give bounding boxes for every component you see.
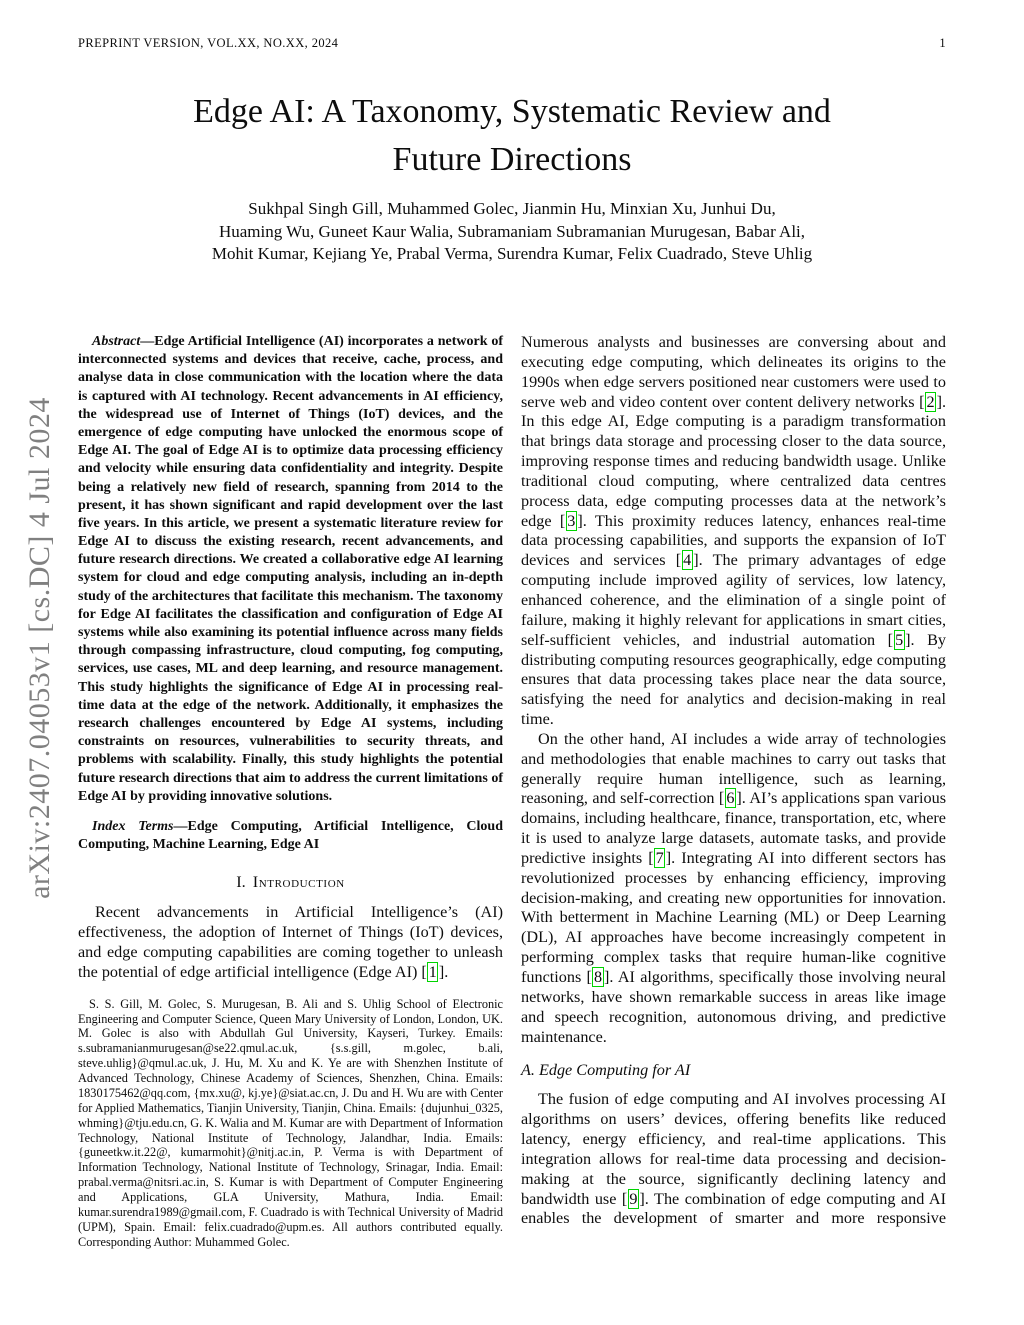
index-terms-lead: Index Terms (92, 818, 174, 834)
index-terms-text: —Edge Computing, Artificial Intelligence, Cloud Computing, Machine Learning, Edge AI (78, 818, 503, 853)
page-number: 1 (939, 36, 946, 50)
subsection-title: Edge Computing for AI (538, 1061, 691, 1080)
abstract-text: —Edge Artificial Intelligence (AI) incorporates a network of interconnected systems and devices that receive, cache, process, and analyse data in close communication with the location where the data is captured with AI technology. Recent advancements in AI efficiency, the widespread use of Internet of Things (IoT) devices, and the emergence of edge computing have unlocked the enormous scope of Edge AI. The goal of Edge AI is to optimize data processing efficiency and velocity while ensuring data confidentiality and integrity. Despite being a relatively new field of research, spanning from 2014 to the present, it has shown significant and rapid development over the last five years. In this article, we present a systematic literature review for Edge AI to discuss the existing research, recent advancements, and future research directions. We created a collaborative edge AI learning system for cloud and edge computing analysis, including an in-depth study of the architectures that facilitate this mechanism. The taxonomy for Edge AI facilitates the classification and configuration of Edge AI systems while also examining its potential influence across many fields through compassing infrastructure, cloud computing, fog computing, services, use cases, ML and deep learning, and resource management. This study highlights the significance of Edge AI in processing real-time data at the edge of the network. Additionally, it emphasizes the research challenges encountered by Edge AI systems, including constraints on resources, vulnerabilities to security threats, and problems with scalability. Finally, this study highlights the potential future research directions that aim to address the current limitations of Edge AI by providing innovative solutions. (78, 334, 503, 804)
citation-ref[interactable]: 4 (683, 551, 692, 570)
section-heading-introduction (78, 872, 503, 892)
section-number: I. (236, 872, 246, 892)
paper-title (78, 88, 946, 185)
author-line: Sukhpal Singh Gill, Muhammed Golec, Jianmin Hu, Minxian Xu, Junhui Du, (248, 199, 776, 218)
author-line: Mohit Kumar, Kejiang Ye, Prabal Verma, Surendra Kumar, Felix Cuadrado, Steve Uhlig (211, 244, 813, 264)
column-right (521, 333, 946, 1250)
citation-ref[interactable]: 6 (726, 789, 735, 808)
citation-ref[interactable]: 9 (629, 1189, 638, 1208)
citation-ref[interactable]: 5 (895, 630, 904, 649)
paragraph-edge-computing-overview: Numerous analysts and businesses are conversing about and executing edge computing, which delineates its origins to the 1990s when edge servers positioned near customers were used to serve web and video content over content delivery networks [ 2 ]. In this edge AI, Edge computing is a paradigm transformation that brings data storage and processing closer to the data source, improving response times and reducing bandwidth usage. Unlike traditional cloud computing, where centralized data centres process data, edge computing processes data at the network’s edge [ 3 ]. This proximity reduces latency, enhances real-time data processing capabilities, and supports the expansion of IoT devices and services [ 4 ]. The primary advantages of edge computing include improved agility of services, low latency, enhanced coherence, and the elimination of a single point of failure, making it highly relevant for applications in smart cities, self-sufficient vehicles, and industrial automation [ 5 ]. By distributing computing resources geographically, edge computing ensures that data processing takes place near the data source, satisfying the need for analytics and decision-making in real time. (521, 333, 947, 729)
arxiv-watermark: arXiv:2407.04053v1 [cs.DC] 4 Jul 2024 (23, 397, 56, 899)
title-line-2: Future Directions (392, 141, 632, 179)
running-header (78, 36, 946, 51)
introduction-paragraph: Recent advancements in Artificial Intelligence’s (AI) effectiveness, the adoption of Internet of Things (IoT) devices, and edge computing capabilities are coming together to unleash the potential of edge artificial intelligence (Edge AI) [ 1 ]. (78, 903, 503, 981)
paragraph-edge-ai-fusion: The fusion of edge computing and AI involves processing AI algorithms on users’ devices, offering benefits like reduced latency, energy efficiency, and real-time applications. This integration allows for real-time data processing and decision-making at the source, significantly declining latency and bandwidth use [ 9 ]. The combination of edge computing and AI enables the development of smarter and more responsive (521, 1090, 946, 1228)
author-line: Huaming Wu, Guneet Kaur Walia, Subramaniam Subramanian Murugesan, Babar Ali, (218, 221, 806, 241)
column-left (78, 333, 503, 1250)
citation-ref[interactable]: 2 (926, 392, 935, 411)
subsection-heading-edge-computing-for-ai (521, 1061, 946, 1080)
running-header-text: PREPRINT VERSION, VOL.XX, NO.XX, 2024 (78, 36, 339, 50)
citation-ref[interactable]: 8 (593, 968, 603, 986)
abstract-lead: Abstract (92, 334, 141, 349)
affiliations-footnote: S. S. Gill, M. Golec, S. Murugesan, B. Ali and S. Uhlig School of Electronic Engineering and Computer Science, Queen Mary University of London, London, UK. M. Golec is also with Abdullah Gul University, Kayseri, Turkey. Emails: s.subramanianmurugesan@se22.qmul.ac.uk, {s.s.gill, m.golec, b.ali, steve.uhlig}@qmul.ac.uk, J. Hu, M. Xu and K. Ye are with Shenzhen Institute of Advanced Technology, Chinese Academy of Sciences, Shenzhen, China. Emails: 1830175462@qq.com, {mx.xu@, kj.ye}@siat.ac.cn, J. Du and H. Wu are with Center for Applied Mathematics, Tianjin University, Tianjin, China. Emails: {dujunhui_0325, whming}@tju.edu.cn, G. K. Walia and M. Kumar are with Department of Information Technology, National Institute of Technology, Jalandhar, India. Emails: {guneetkw.it.22@, kumarmohit}@nitj.ac.in, P. Verma is with Department of Information Technology, National Institute of Technology, Srinagar, India. Email: prabal.verma@nitsri.ac.in, S. Kumar is with Department of Computer Engineering and Applications, GLA University, Mathura, India. Email: kumar.surendra1989@gmail.com, F. Cuadrado is with Technical University of Madrid (UPM), Spain. Email: felix.cuadrado@upm.es. All authors contributed equally. Corresponding Author: Muhammed Golec. (78, 996, 503, 1249)
paragraph-ai-overview: On the other hand, AI includes a wide array of technologies and methodologies that enable machines to carry out tasks that generally require human intelligence, such as learning, reasoning, and self-correction [ 6 ]. AI’s applications span various domains, including healthcare, finance, transportation, etc, where it is used to analyze large datasets, automate tasks, and provide predictive insights [ 7 ]. Integrating AI into different sectors has revolutionized processes by enhancing efficiency, improving decision-making, and creating new opportunities for innovation. With betterment in Machine Learning (ML) or Deep Learning (DL), AI approaches have become increasingly competent in performing complex tasks that require human-like cognitive functions [ 8 ]. AI algorithms, specifically those involving neural networks, have shown remarkable success in areas like image and speech recognition, autonomous driving, and predictive maintenance. (521, 729, 946, 1046)
abstract-paragraph (78, 333, 503, 806)
index-terms-paragraph (78, 818, 503, 854)
citation-ref[interactable]: 7 (655, 848, 664, 867)
two-column-body (78, 333, 946, 1250)
subsection-number: A. (521, 1061, 535, 1080)
section-title: Introduction (252, 872, 345, 892)
citation-ref[interactable]: 1 (428, 962, 437, 981)
author-list (78, 198, 946, 266)
citation-ref[interactable]: 3 (567, 511, 576, 530)
title-line-1: Edge AI: A Taxonomy, Systematic Review and (193, 93, 831, 130)
